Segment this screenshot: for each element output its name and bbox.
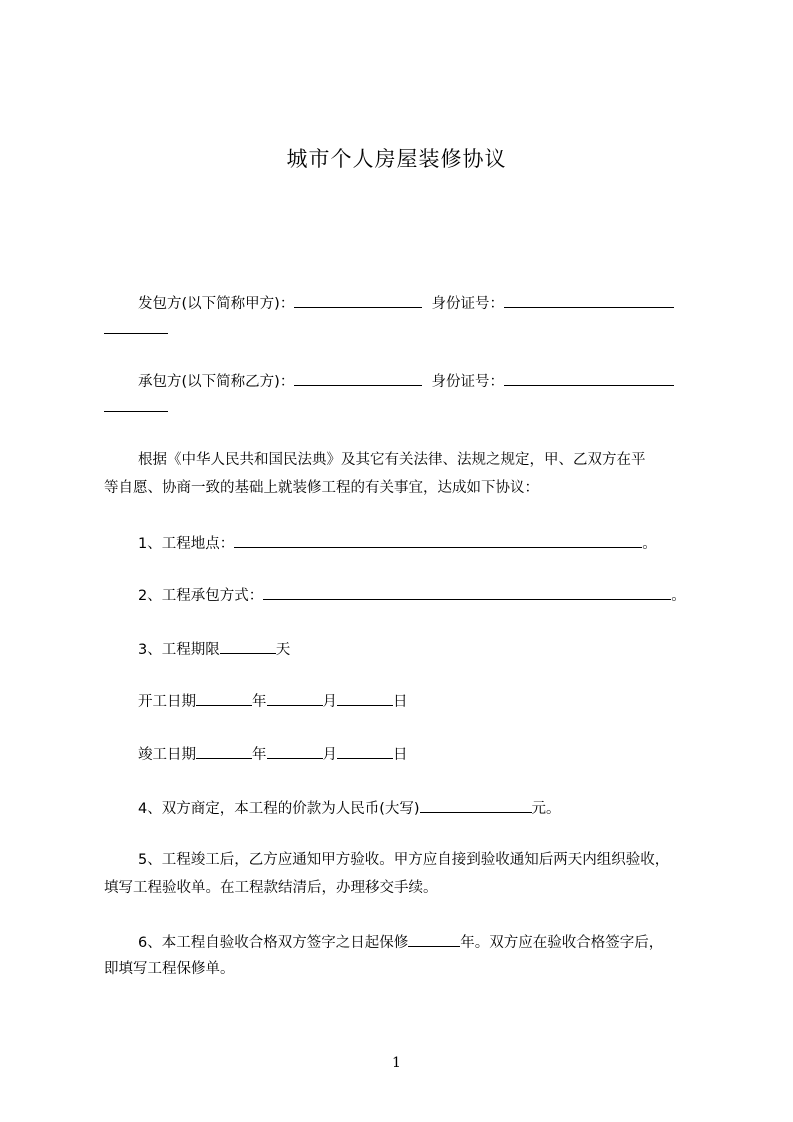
item-1-end: 。 xyxy=(642,536,657,552)
party-b-line xyxy=(138,370,674,392)
end-year-unit: 年 xyxy=(252,747,267,763)
start-day-blank[interactable] xyxy=(337,690,393,706)
item-6-prefix: 6、本工程自验收合格双方签字之日起保修 xyxy=(138,935,409,951)
item-3-label: 3、工程期限 xyxy=(138,642,220,658)
item-1-location xyxy=(138,532,657,554)
end-date-label: 竣工日期 xyxy=(138,747,196,763)
party-a-name-blank[interactable] xyxy=(294,292,422,308)
item-1-label: 1、工程地点： xyxy=(138,536,235,552)
document-title: 城市个人房屋装修协议 xyxy=(286,147,507,171)
item-2-contract-method xyxy=(138,584,686,606)
contract-method-blank[interactable] xyxy=(263,584,671,600)
party-a-id-blank-cont[interactable] xyxy=(104,318,168,334)
start-year-unit: 年 xyxy=(252,694,267,710)
duration-blank[interactable] xyxy=(220,638,276,654)
item-4-unit: 元。 xyxy=(531,801,561,817)
item-2-label: 2、工程承包方式： xyxy=(138,588,264,604)
party-b-id-label: 身份证号： xyxy=(431,374,505,390)
end-month-unit: 月 xyxy=(322,747,337,763)
item-2-end: 。 xyxy=(671,588,686,604)
intro-line-1: 根据《中华人民共和国民法典》及其它有关法律、法规之规定，甲、乙双方在平 xyxy=(138,452,646,468)
start-date-label: 开工日期 xyxy=(138,694,196,710)
party-b-id-blank[interactable] xyxy=(504,370,674,386)
end-day-blank[interactable] xyxy=(337,743,393,759)
party-a-id-label: 身份证号： xyxy=(431,296,505,312)
item-3-duration xyxy=(138,638,290,660)
item-6-suffix: 年。双方应在验收合格签字后， xyxy=(460,935,664,951)
item-5-line-1: 5、工程竣工后，乙方应通知甲方验收。甲方应自接到验收通知后两天内组织验收， xyxy=(138,852,670,868)
end-year-blank[interactable] xyxy=(196,743,252,759)
party-a-id-blank[interactable] xyxy=(504,292,674,308)
party-b-line-cont xyxy=(104,396,168,418)
price-blank[interactable] xyxy=(420,797,532,813)
item-6-line-1 xyxy=(138,931,663,953)
party-a-label: 发包方(以下简称甲方)： xyxy=(138,296,295,312)
start-year-blank[interactable] xyxy=(196,690,252,706)
location-blank[interactable] xyxy=(234,532,642,548)
party-b-label: 承包方(以下简称乙方)： xyxy=(138,374,295,390)
item-6-line-2: 即填写工程保修单。 xyxy=(104,961,235,977)
item-5-line-2: 填写工程验收单。在工程款结清后，办理移交手续。 xyxy=(104,880,438,896)
item-4-price xyxy=(138,797,561,819)
end-month-blank[interactable] xyxy=(267,743,323,759)
end-date-line xyxy=(138,743,408,765)
end-day-unit: 日 xyxy=(393,747,408,763)
intro-line-2: 等自愿、协商一致的基础上就装修工程的有关事宜，达成如下协议： xyxy=(104,480,539,496)
start-month-blank[interactable] xyxy=(267,690,323,706)
party-b-id-blank-cont[interactable] xyxy=(104,396,168,412)
start-day-unit: 日 xyxy=(393,694,408,710)
start-month-unit: 月 xyxy=(322,694,337,710)
warranty-years-blank[interactable] xyxy=(408,931,460,947)
party-a-line-cont xyxy=(104,318,168,340)
item-3-unit: 天 xyxy=(275,642,291,658)
item-4-label: 4、双方商定，本工程的价款为人民币(大写) xyxy=(138,801,420,817)
party-a-line xyxy=(138,292,674,314)
page-number: 1 xyxy=(392,1055,401,1071)
start-date-line xyxy=(138,690,408,712)
party-b-name-blank[interactable] xyxy=(294,370,422,386)
